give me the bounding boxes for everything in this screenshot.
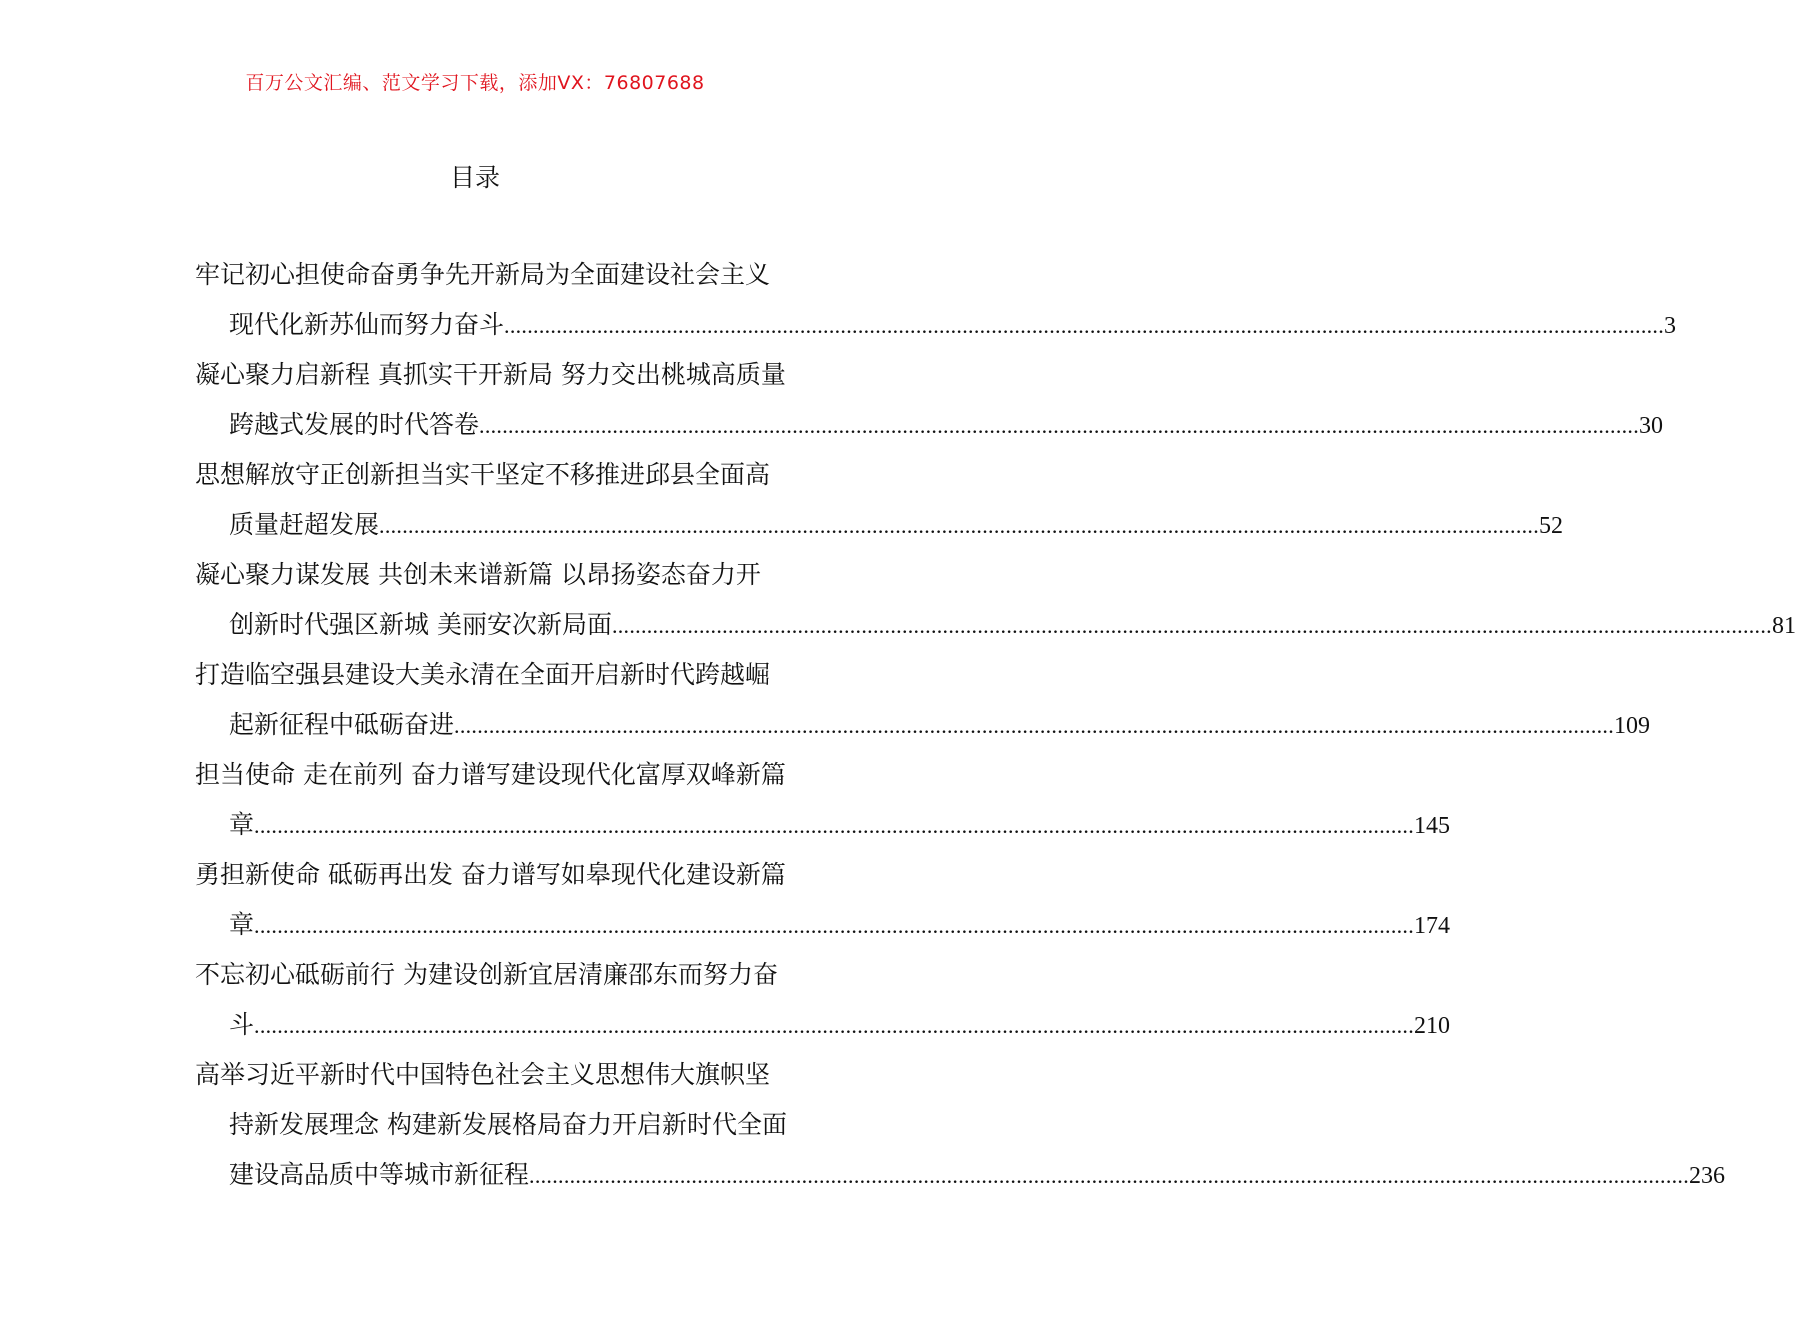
dot-leader	[379, 513, 1539, 538]
dot-leader	[254, 1013, 1414, 1038]
toc-entry[interactable]	[195, 1050, 1726, 1200]
toc-entry-last-line	[195, 300, 1677, 350]
toc-entry-last-line	[195, 1150, 1726, 1200]
toc-entry-text: 现代化新苏仙而努力奋斗	[229, 310, 505, 339]
toc-entry-page-number: 236	[1689, 1163, 1726, 1189]
dot-leader	[529, 1163, 1689, 1188]
toc-entry-text: 跨越式发展的时代答卷	[229, 410, 480, 439]
toc-entry-page-number: 174	[1414, 913, 1451, 939]
toc-entry-page-number: 81	[1771, 613, 1796, 639]
header-note: 百万公文汇编、范文学习下载，添加VX：76807688	[245, 72, 705, 94]
toc-entry-last-line	[195, 1000, 1451, 1050]
toc-entry-text: 章	[229, 810, 255, 839]
table-of-contents	[195, 250, 1796, 1200]
toc-entry[interactable]	[195, 850, 1451, 950]
toc-entry-last-line	[195, 600, 1796, 650]
dot-leader	[479, 413, 1639, 438]
toc-entry-line: 勇担新使命 砥砺再出发 奋力谱写如皋现代化建设新篇	[195, 860, 786, 889]
toc-entry-line: 思想解放守正创新担当实干坚定不移推进邱县全面高	[195, 460, 771, 489]
toc-entry-page-number: 3	[1664, 313, 1677, 339]
toc-entry-text: 质量赶超发展	[229, 510, 380, 539]
dot-leader	[254, 813, 1414, 838]
toc-entry-line: 高举习近平新时代中国特色社会主义思想伟大旗帜坚	[195, 1060, 771, 1089]
toc-entry-text: 起新征程中砥砺奋进	[229, 710, 455, 739]
toc-entry[interactable]	[195, 650, 1651, 750]
dot-leader	[612, 613, 1772, 638]
dot-leader	[454, 713, 1614, 738]
toc-entry-text: 创新时代强区新城 美丽安次新局面	[229, 610, 612, 639]
toc-entry-page-number: 30	[1639, 413, 1664, 439]
toc-entry-last-line	[195, 400, 1664, 450]
toc-entry-line: 牢记初心担使命奋勇争先开新局为全面建设社会主义	[195, 260, 771, 289]
toc-entry-page-number: 210	[1414, 1013, 1451, 1039]
toc-entry-last-line	[195, 800, 1451, 850]
toc-entry[interactable]	[195, 350, 1664, 450]
toc-entry-page-number: 52	[1539, 513, 1564, 539]
toc-entry-line: 打造临空强县建设大美永清在全面开启新时代跨越崛	[195, 660, 771, 689]
toc-entry-text: 章	[229, 910, 255, 939]
toc-entry-page-number: 145	[1414, 813, 1451, 839]
toc-entry[interactable]	[195, 950, 1451, 1050]
toc-entry-line: 不忘初心砥砺前行 为建设创新宜居清廉邵东而努力奋	[195, 960, 778, 989]
toc-entry-line: 凝心聚力谋发展 共创未来谱新篇 以昂扬姿态奋力开	[195, 560, 761, 589]
toc-entry[interactable]	[195, 450, 1564, 550]
toc-entry[interactable]	[195, 750, 1451, 850]
toc-entry-page-number: 109	[1614, 713, 1651, 739]
toc-entry-last-line	[195, 500, 1564, 550]
toc-entry-text: 斗	[229, 1010, 255, 1039]
toc-title: 目录	[449, 163, 500, 192]
toc-entry-last-line	[195, 900, 1451, 950]
dot-leader	[504, 313, 1664, 338]
toc-entry-line: 担当使命 走在前列 奋力谱写建设现代化富厚双峰新篇	[195, 760, 786, 789]
toc-entry-line: 持新发展理念 构建新发展格局奋力开启新时代全面	[229, 1110, 787, 1139]
toc-entry-last-line	[195, 700, 1651, 750]
toc-entry[interactable]	[195, 250, 1677, 350]
toc-entry-text: 建设高品质中等城市新征程	[229, 1160, 530, 1189]
toc-entry[interactable]	[195, 550, 1796, 650]
toc-entry-line: 凝心聚力启新程 真抓实干开新局 努力交出桃城高质量	[195, 360, 786, 389]
dot-leader	[254, 913, 1414, 938]
